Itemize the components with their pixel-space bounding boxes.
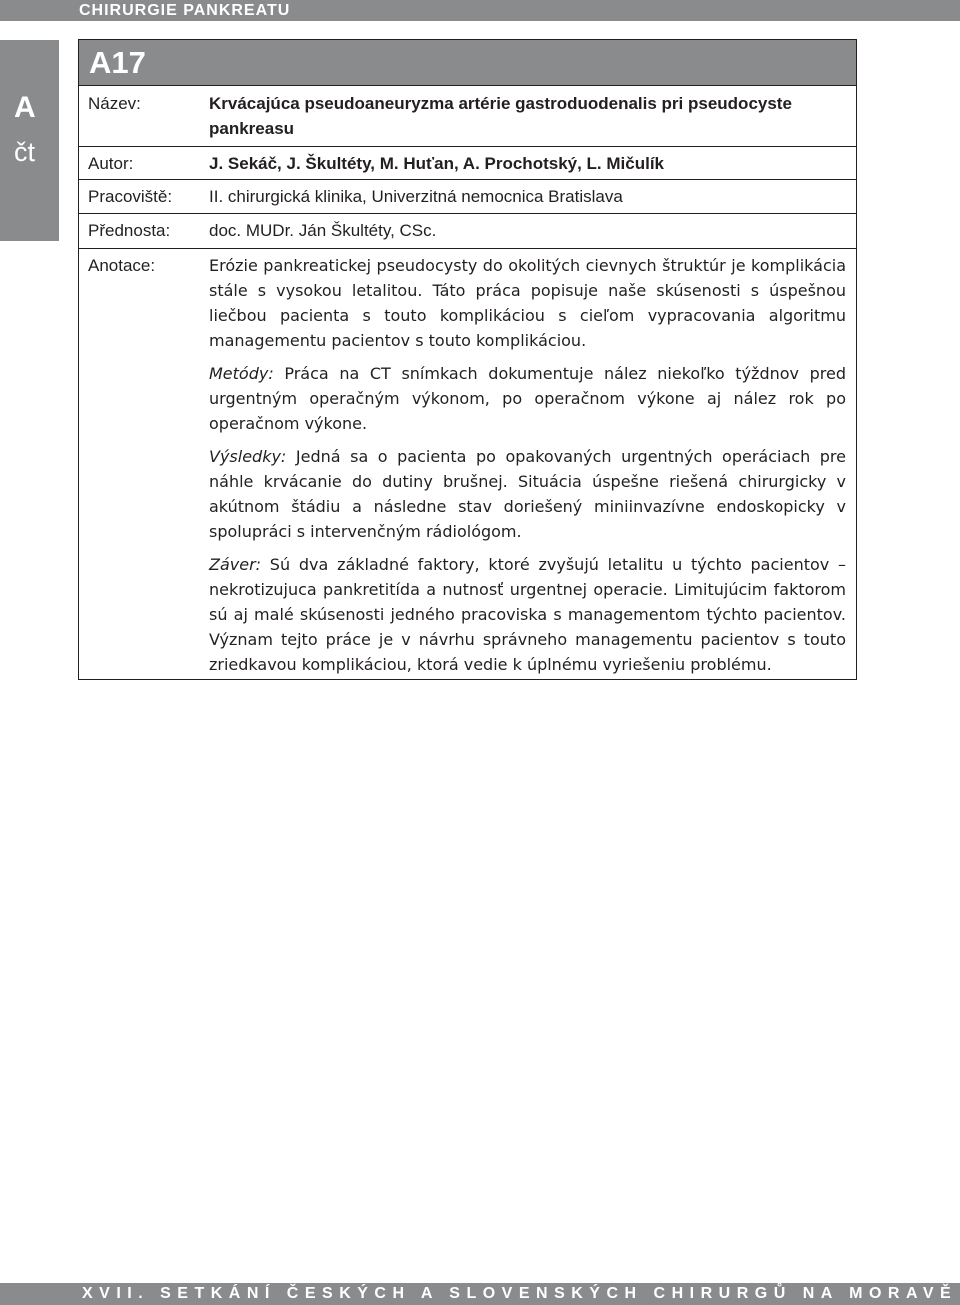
footer-bar: [0, 1283, 960, 1305]
section-title: CHIRURGIE PANKREATU: [79, 2, 291, 19]
methods-label: Metódy:: [209, 364, 274, 383]
side-tab: [0, 40, 59, 241]
annotation-text: [209, 249, 856, 677]
workplace-label: Pracoviště:: [88, 187, 173, 206]
annotation-conclusion: [209, 552, 846, 677]
row-head: [79, 213, 856, 248]
abstract-card: [78, 39, 857, 680]
annotation-label: Anotace:: [88, 256, 156, 275]
abstract-header: [79, 40, 856, 85]
row-annotation: [79, 248, 856, 679]
annotation-methods: [209, 361, 846, 436]
row-authors: [79, 146, 856, 179]
head-value: doc. MUDr. Ján Škultéty, CSc.: [209, 221, 437, 240]
results-text: Jedná sa o pacienta po opakovaných urgentných operáciach pre náhle krvácanie do dutiny brušnej. Situácia úspešne riešená chirurgicky v akútnom štádiu a následne stav doriešený miniinvazívne endoskopicky v spolupráci s intervenčným rádiológom.: [209, 447, 846, 541]
authors-value: J. Sekáč, J. Škultéty, M. Huťan, A. Prochotský, L. Mičulík: [209, 154, 664, 173]
authors-label: Autor:: [88, 154, 134, 173]
footer-text: XVII. SETKÁNÍ ČESKÝCH A SLOVENSKÝCH CHIRURGŮ NA MORAVĚ: [82, 1285, 958, 1302]
workplace-value: II. chirurgická klinika, Univerzitná nemocnica Bratislava: [209, 187, 623, 206]
side-tab-letter: A: [14, 91, 36, 124]
abstract-code: A17: [89, 45, 146, 80]
header-bar: [0, 0, 960, 21]
results-label: Výsledky:: [209, 447, 287, 466]
annotation-intro: Erózie pankreatickej pseudocysty do okolitých cievnych štruktúr je komplikácia stále s vysokou letalitou. Táto práca popisuje naše skúsenosti s úspešnou liečbou pacienta s touto komplikáciou s cieľom vypracovania algoritmu managementu pacientov s touto komplikáciou.: [209, 256, 846, 350]
head-label: Přednosta:: [88, 221, 171, 240]
annotation-results: [209, 444, 846, 544]
conclusion-text: Sú dva základné faktory, ktoré zvyšujú letalitu u týchto pacientov – nekrotizujuca pankretitída a nutnosť urgentnej operacie. Limitujúcim faktorom sú aj malé skúsenosti jedného pracoviska s managementom týchto pacientov. Význam tejto práce je v návrhu správneho managementu pacientov s touto zriedkavou komplikáciou, ktorá vedie k úplnému vyriešeniu problému.: [209, 555, 846, 674]
side-tab-sub: čt: [14, 137, 36, 167]
row-workplace: [79, 179, 856, 213]
title-label: Název:: [88, 94, 141, 113]
conclusion-label: Záver:: [209, 555, 262, 574]
row-title: [79, 85, 856, 146]
title-value: Krvácajúca pseudoaneuryzma artérie gastroduodenalis pri pseudocyste pankreasu: [209, 94, 792, 138]
methods-text: Práca na CT snímkach dokumentuje nález niekoľko týždnov pred urgentným operačným výkonom, po operačnom výkone aj nález rok po operačnom výkone.: [209, 364, 846, 433]
